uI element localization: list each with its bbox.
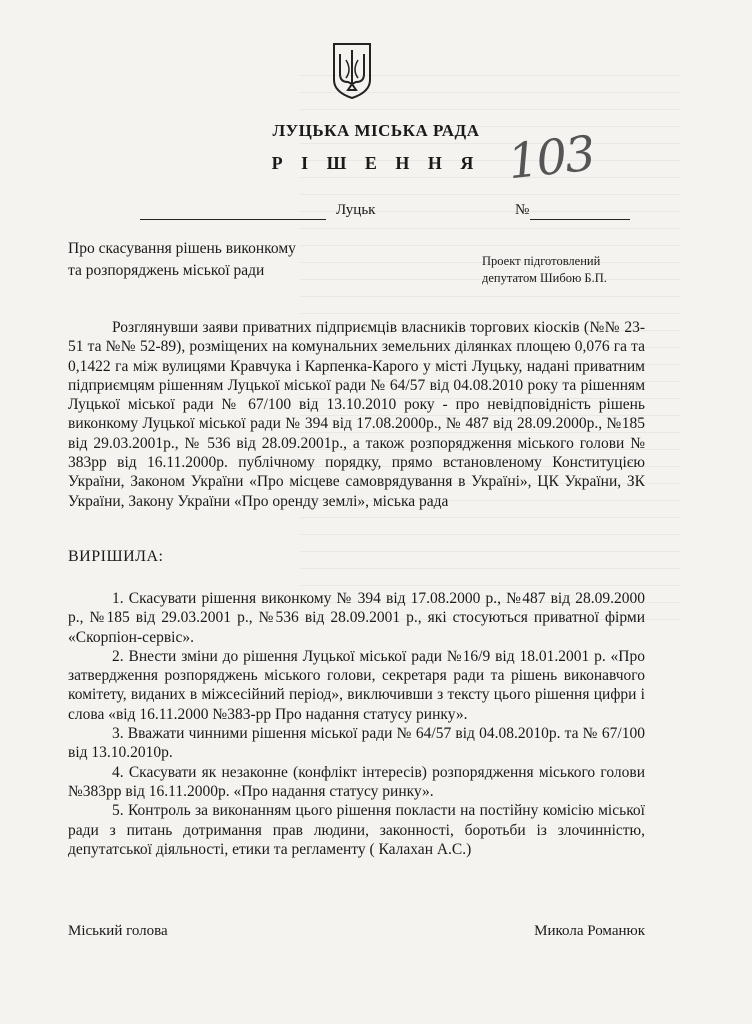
prepared-by-line-2: депутатом Шибою Б.П.	[482, 271, 607, 285]
handwritten-number: 103	[505, 125, 597, 191]
subject-line-1: Про скасування рішень виконкому	[68, 240, 296, 257]
decision-item: 5. Контроль за виконанням цього рішення покласти на постійну комісію міської ради з питань дотримання прав людини, законності, боротьби із злочинністю, депутатської діяльності, етики та регламенту ( Калахан А.С.)	[68, 802, 645, 858]
decision-items	[68, 589, 645, 859]
decision-item: 1. Скасувати рішення виконкому № 394 від 17.08.2000 р., №487 від 28.09.2000 р., №185 від 29.03.2001 р., №536 від 28.09.2001 р., які стосуються приватної фірми «Скорпіон-сервіс».	[68, 590, 645, 646]
decision-item: 4. Скасувати як незаконне (конфлікт інтересів) розпорядження міського голови №383рр від 16.11.2000р. «Про надання статусу ринку».	[68, 763, 645, 800]
decision-item: 2. Внести зміни до рішення Луцької міської ради №16/9 від 18.01.2001 р. «Про затвердження розпоряджень міського голови, секретаря ради та рішень виконавчого комітету, виданих в міжсесійний період», виключивши з тексту цього рішення цифри і слова «від 16.11.2000 №383-рр Про надання статусу ринку».	[68, 647, 645, 723]
number-label: №	[515, 202, 530, 218]
subject-line-2: та розпоряджень міської ради	[68, 262, 265, 279]
document-type: Р І Ш Е Н Н Я	[271, 153, 481, 173]
signature-name: Микола Романюк	[534, 923, 645, 939]
subject-block	[68, 238, 388, 282]
prepared-by-block	[482, 253, 607, 287]
prepared-by-line-1: Проект підготовлений	[482, 254, 601, 268]
date-line	[140, 219, 326, 220]
decision-item: 3. Вважати чинними рішення міської ради № 64/57 від 04.08.2010р. та № 67/100 від 13.10.2010р.	[68, 725, 645, 762]
trident-emblem-icon	[330, 40, 374, 100]
council-name: ЛУЦЬКА МІСЬКА РАДА	[272, 121, 480, 140]
number-line	[530, 219, 630, 220]
preamble-paragraph: Розглянувши заяви приватних підприємців власників торгових кіосків (№№ 23-51 та №№ 52-89), розміщених на комунальних земельних ділянках площею 0,076 га та 0,1422 га між вулицями Кравчука і Карпенка-Карого у місті Луцьку, надані приватним підприємцям рішенням Луцької міської ради № 64/57 від 04.08.2010 року та рішенням Луцької міської ради № 67/100 від 13.10.2010 року - про невідповідність рішень виконкому Луцької міської ради № 394 від 17.08.2000р., № 487 від 28.09.2000р., №185 від 29.03.2001р., № 536 від 28.09.2001р., а також розпорядження міського голови № 383рр від 16.11.2000р. публічному порядку, прямо встановленому Конституцією України, Законом України «Про місцеве самоврядування в Україні», ЦК України, ЗК України, Закону України «Про оренду землі», міська рада	[68, 319, 645, 510]
city-label: Луцьк	[336, 202, 376, 218]
resolved-heading: ВИРІШИЛА:	[68, 548, 164, 565]
signature-title: Міський голова	[68, 923, 168, 939]
